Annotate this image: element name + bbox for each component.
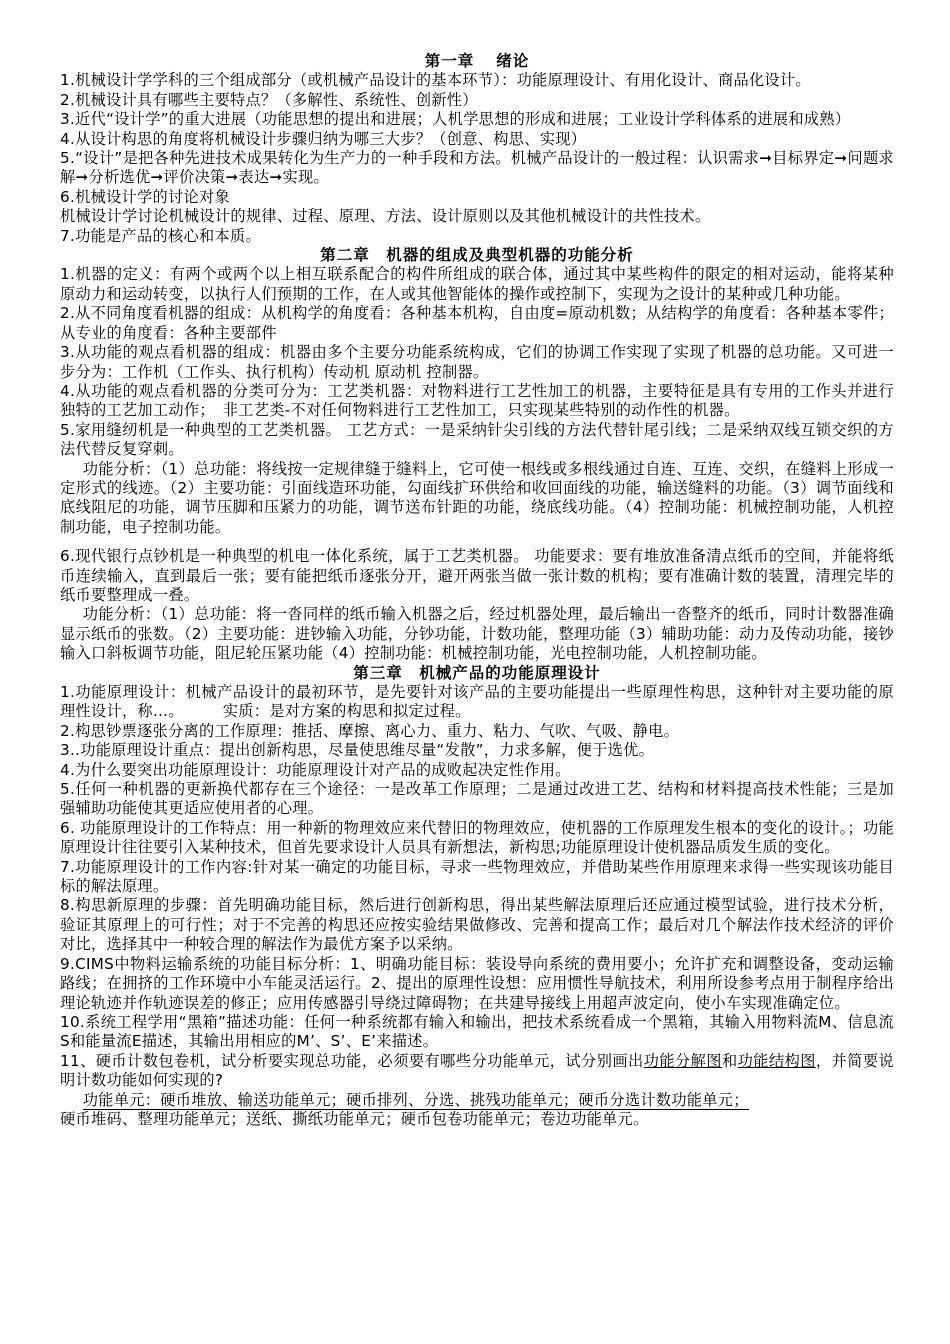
ch3-item-11-text-c: ，并简要说明计数功能如何实现的? [60, 1051, 894, 1090]
chapter-1-name: 绪论 [496, 52, 530, 70]
ch2-item-1: 1.机器的定义：有两个或两个以上相互联系配合的构件所组成的联合体，通过其中某些构件的限定的相对运动，能将某种原动力和运动转变，以执行人们预期的工作，在人或其他智能体的操作或控制下，实现为之设计的某种或几种功能。 [60, 265, 894, 303]
ch1-item-1: 1.机械设计学学科的三个组成部分（或机械产品设计的基本环节）：功能原理设计、有用化设计、商品化设计。 [60, 71, 811, 90]
ch3-item-8: 8.构思新原理的步骤：首先明确功能目标，然后进行创新构思，得出某些解法原理后还应通过模型试验，进行技术分析，验证其原理上的可行性；对于不完善的构思还应按实验结果做修改、完善和提高工作；最后对几个解法作技术经济的评价对比，选择其中一种较合理的解法作为最优方案予以采纳。 [60, 896, 894, 954]
ch2-item-3: 3.从功能的观点看机器的组成：机器由多个主要分功能系统构成，它们的协调工作实现了实现了机器的总功能。又可进一步分为：工作机（工作头、执行机构）传动机 原动机 控制器。 [60, 343, 894, 381]
ch3-item-1: 1.功能原理设计：机械产品设计的最初环节，是先要针对该产品的主要功能提出一些原理性构思，这种针对主要功能的原理性设计，称…。 实质：是对方案的构思和拟定过程。 [60, 683, 894, 721]
chapter-1-number: 第一章 [424, 52, 475, 70]
chapter-3-title: 第三章 机械产品的功能原理设计 [353, 663, 601, 682]
function-structure-link: 功能结构图 [737, 1051, 816, 1070]
ch2-item-5: 5.家用缝纫机是一种典型的工艺类机器。 工艺方式：一是采纳针尖引线的方法代替针尾引线；二是采纳双线互锁交织的方法代替反复穿刺。 [60, 420, 894, 459]
ch3-item-3: 3..功能原理设计重点：提出创新构思，尽量使思维尽量“发散”，力求多解，便于选优。 [60, 741, 655, 760]
ch2-item-6: 6.现代银行点钞机是一种典型的机电一体化系统，属于工艺类机器。 功能要求：要有堆放准备清点纸币的空间，并能将纸币连续输入，直到最后一张；要有能把纸币逐张分开，避开两张当做一张计数的机构；要有准确计数的装置，清理完毕的纸币要整理成一叠。 [60, 547, 894, 604]
chapter-1-title [60, 52, 894, 71]
function-decomposition-link: 功能分解图 [643, 1051, 722, 1070]
ch3-item-11-units-line-1 [60, 1091, 894, 1110]
ch3-item-2: 2.构思钞票逐张分离的工作原理：推括、摩擦、离心力、重力、粘力、气吹、气吸、静电。 [60, 721, 680, 740]
ch1-item-2: 2.机械设计具有哪些主要特点？（多解性、系统性、创新性） [60, 90, 478, 109]
ch1-item-7: 7.功能是产品的核心和本质。 [60, 226, 261, 245]
paragraph-spacer [60, 537, 894, 547]
ch3-item-11-text-b: 和 [721, 1051, 738, 1070]
ch3-item-10: 10.系统工程学用“黑箱”描述功能：任何一种系统都有输入和输出，把技术系统看成一个黑箱，其输入用物料流M、信息流S和能量流E描述，其输出用相应的M’、S’、E’来描述。 [60, 1012, 894, 1051]
ch2-item-2: 2.从不同角度看机器的组成：从机构学的角度看：各种基本机构，自由度=原动机数；从结构学的角度看：各种基本零件；从专业的角度看：各种主要部件 [60, 304, 894, 342]
ch3-item-11 [60, 1052, 894, 1091]
ch3-item-4: 4.为什么要突出功能原理设计：功能原理设计对产品的成败起决定性作用。 [60, 760, 571, 779]
ch2-item-5-analysis: 功能分析：（1）总功能：将线按一定规律缝于缝料上，它可使一根线或多根线通过自连、互连、交织，在缝料上形成一定形式的线迹。（2）主要功能：引面线造环功能，勾面线扩环供给和收回面线的功能，输送缝料的功能。（3）调节面线和底线阻尼的功能，调节压脚和压紧力的功能，调节送布针距的功能，绕底线功能。（4）控制功能：机械控制功能，人机控制功能，电子控制功能。 [60, 459, 894, 536]
ch1-item-3: 3.近代“设计学”的重大进展（功能思想的提出和进展；人机学思想的形成和进展；工业设计学科体系的进展和成熟） [60, 110, 851, 129]
ch1-item-6-body: 机械设计学讨论机械设计的规律、过程、原理、方法、设计原则以及其他机械设计的共性技术。 [60, 207, 711, 226]
ch2-item-6-analysis: 功能分析：（1）总功能：将一沓同样的纸币输入机器之后，经过机器处理，最后输出一沓整齐的纸币，同时计数器准确显示纸币的张数。（2）主要功能：进钞输入功能，分钞功能，计数功能，整理功能（3）辅助功能：动力及传动功能，接钞输入口斜板调节功能，阻尼轮压紧功能（4）控制功能：机械控制功能，光电控制功能，人机控制功能。 [60, 605, 894, 663]
ch1-item-5: 5.“设计”是把各种先进技术成果转化为生产力的一种手段和方法。机械产品设计的一般过程：认识需求➞目标界定➞问题求解➞分析选优➞评价决策➞表达➞实现。 [60, 149, 894, 187]
ch3-item-9: 9.CIMS中物料运输系统的功能目标分析：1、明确功能目标：装设导向系统的费用要小；允许扩充和调整设备，变动运输路线；在拥挤的工作环境中小车能灵活运行。2、提出的原理性设想：应用惯性导航技术，利用所设参考点用于制程序给出理论轨迹并作轨迹误差的修正；应用传感器引导绕过障碍物；在共建导接线上用超声波定向，使小车实现准确定位。 [60, 954, 894, 1012]
ch3-item-11-units-line-2: 硬币堆码、整理功能单元；送纸、撕纸功能单元；硬币包卷功能单元；卷边功能单元。 [60, 1109, 649, 1128]
ch1-item-4: 4.从设计构思的角度将机械设计步骤归纳为哪三大步？（创意、构思、实现） [60, 129, 587, 148]
ch3-item-7: 7.功能原理设计的工作内容:针对某一确定的功能目标，寻求一些物理效应，并借助某些作用原理来求得一些实现该功能目标的解法原理。 [60, 857, 894, 896]
ch3-item-11-units-text-1: 功能单元：硬币堆放、输送功能单元；硬币排列、分选、挑残功能单元；硬币分选计数功能单元； [82, 1090, 749, 1109]
ch3-item-6: 6. 功能原理设计的工作特点：用一种新的物理效应来代替旧的物理效应，使机器的工作原理发生根本的变化的设计。；功能原理设计往往要引入某种技术，但首先要求设计人员具有新想法，新构思;功能原理设计使机器品质发生质的变化。 [60, 818, 894, 857]
ch3-item-5: 5.任何一种机器的更新换代都存在三个途径：一是改革工作原理；二是通过改进工艺、结构和材料提高技术性能；三是加强辅助功能使其更适应使用者的心理。 [60, 780, 894, 818]
ch1-item-6-heading: 6.机械设计学的讨论对象 [60, 187, 230, 206]
ch2-item-4: 4.从功能的观点看机器的分类可分为：工艺类机器：对物料进行工艺性加工的机器，主要特征是具有专用的工作头并进行独特的工艺加工动作； 非工艺类-不对任何物料进行工艺性加工，只实现某些特别的动作性的机器。 [60, 381, 894, 420]
chapter-2-title: 第二章 机器的组成及典型机器的功能分析 [320, 246, 634, 265]
ch3-item-11-text-a: 11、硬币计数包卷机，试分析要实现总功能，必须要有哪些分功能单元，试分别画出 [60, 1051, 644, 1070]
